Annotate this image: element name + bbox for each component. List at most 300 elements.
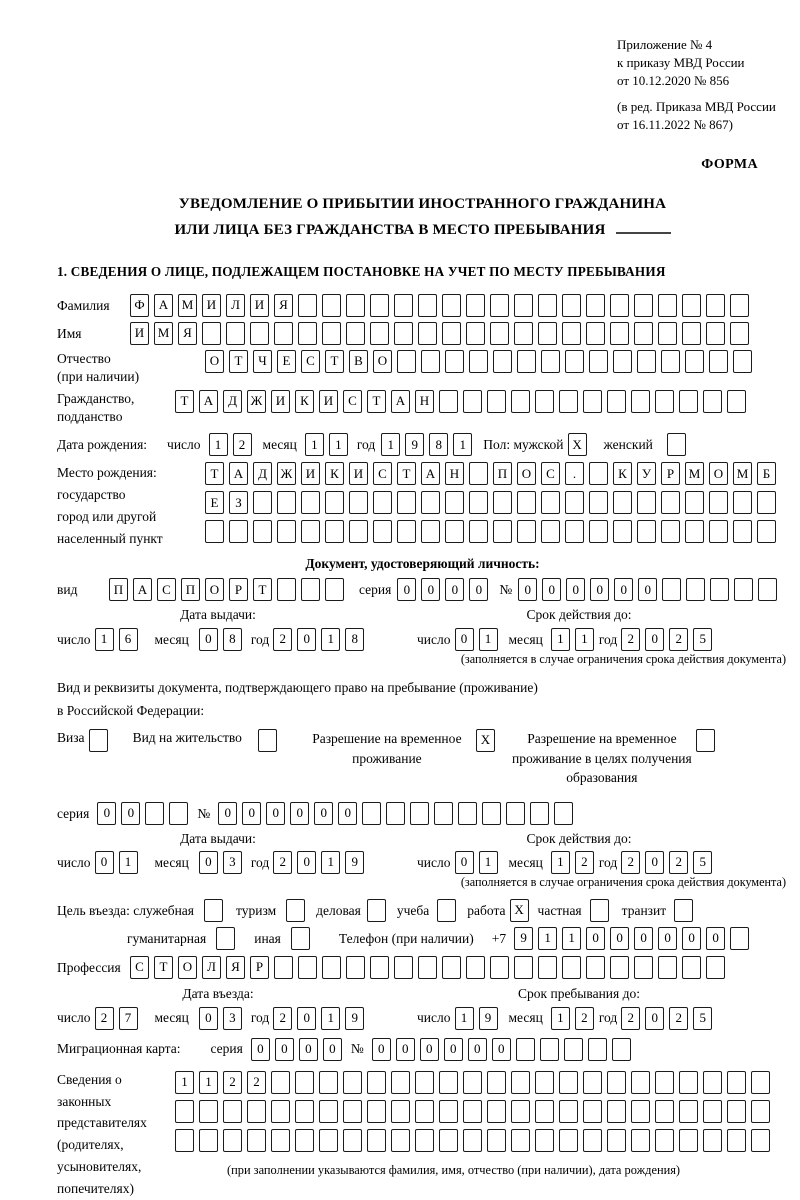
char-cell: 2 (273, 628, 292, 651)
char-cell (373, 520, 392, 543)
char-cell (469, 520, 488, 543)
char-cell: 9 (345, 851, 364, 874)
char-cell: А (133, 578, 152, 601)
char-cell (229, 520, 248, 543)
char-cell: 2 (95, 1007, 114, 1030)
char-cell (607, 390, 626, 413)
char-cell (655, 390, 674, 413)
stay-month-cells (551, 1007, 599, 1030)
char-cell: Ф (130, 294, 149, 317)
permit-valid-year-cells (621, 851, 717, 874)
char-cell (686, 578, 705, 601)
char-cell (565, 520, 584, 543)
char-cell: 0 (518, 578, 537, 601)
char-cell (274, 956, 293, 979)
char-cell: 0 (455, 851, 474, 874)
char-cell: 6 (119, 628, 138, 651)
char-cell (418, 956, 437, 979)
month-label: месяц (154, 855, 189, 871)
right-doc-line1: Вид и реквизиты документа, подтверждающего право на пребывание (проживание) (57, 679, 538, 695)
legal-reps-label-line4: (родителях, (57, 1137, 124, 1153)
char-cell (610, 956, 629, 979)
char-cell (535, 1129, 554, 1152)
char-cell (514, 322, 533, 345)
char-cell (564, 1038, 583, 1061)
month-label: месяц (154, 631, 189, 647)
char-cell (343, 1071, 362, 1094)
char-cell (322, 956, 341, 979)
char-cell: 2 (233, 433, 252, 456)
char-cell: А (421, 462, 440, 485)
char-cell: 0 (455, 628, 474, 651)
char-cell: 1 (562, 927, 581, 950)
id-series-label: серия (359, 582, 392, 598)
char-cell (322, 322, 341, 345)
char-cell (661, 491, 680, 514)
permit-issue-day-cells (95, 851, 143, 874)
char-cell (295, 1071, 314, 1094)
phone-cells (514, 927, 754, 950)
purpose-business-checkbox (367, 899, 386, 922)
char-cell: С (130, 956, 149, 979)
char-cell (706, 294, 725, 317)
id-doc-row (57, 578, 788, 601)
sex-male-checkbox: X (568, 433, 587, 456)
name-label: Имя (57, 326, 82, 341)
char-cell (703, 1071, 722, 1094)
id-issue-year-cells (273, 628, 369, 651)
char-cell (415, 1129, 434, 1152)
char-cell (223, 1100, 242, 1123)
entry-year-cells (273, 1007, 369, 1030)
purpose-business-label: деловая (316, 902, 361, 918)
legal-reps-label-line5: усыновителях, (57, 1159, 142, 1175)
id-doc-header: Документ, удостоверяющий личность: (305, 555, 540, 571)
char-cell (362, 802, 381, 825)
char-cell (710, 578, 729, 601)
char-cell (463, 390, 482, 413)
char-cell: Я (226, 956, 245, 979)
char-cell (386, 802, 405, 825)
char-cell (583, 390, 602, 413)
id-valid-until-header: Срок действия до: (526, 607, 632, 623)
char-cell (493, 491, 512, 514)
char-cell (325, 491, 344, 514)
char-cell: Д (223, 390, 242, 413)
char-cell: С (541, 462, 560, 485)
char-cell (463, 1071, 482, 1094)
visa-checkbox (89, 729, 108, 752)
char-cell (565, 350, 584, 373)
birth-day-cells (209, 433, 257, 456)
char-cell: 1 (209, 433, 228, 456)
char-cell (631, 1071, 650, 1094)
profession-label: Профессия (57, 959, 121, 975)
char-cell (319, 1071, 338, 1094)
char-cell: 0 (275, 1038, 294, 1061)
char-cell: А (391, 390, 410, 413)
residence-permit-label: Вид на жительство (132, 730, 242, 746)
purpose-private-label: частная (537, 902, 582, 918)
char-cell: 0 (299, 1038, 318, 1061)
birthplace-label-line1: Место рождения: (57, 465, 157, 481)
char-cell: 0 (492, 1038, 511, 1061)
char-cell: 0 (706, 927, 725, 950)
permit-restriction-note: (заполняется в случае ограничения срока действия документа) (460, 875, 786, 890)
char-cell: 0 (397, 578, 416, 601)
char-cell: П (493, 462, 512, 485)
char-cell: 1 (479, 851, 498, 874)
char-cell (175, 1129, 194, 1152)
char-cell: 8 (223, 628, 242, 651)
char-cell: Т (154, 956, 173, 979)
id-issue-day-cells (95, 628, 143, 651)
birthplace-label (57, 462, 205, 549)
purpose-study-checkbox (437, 899, 456, 922)
char-cell (751, 1100, 770, 1123)
char-cell: С (373, 462, 392, 485)
char-cell (277, 578, 296, 601)
month-label: месяц (154, 1010, 189, 1026)
year-label: год (250, 1010, 270, 1026)
char-cell (559, 390, 578, 413)
char-cell: Т (229, 350, 248, 373)
char-cell: 0 (297, 1007, 316, 1030)
id-number-cells (518, 578, 782, 601)
id-issue-date-header: Дата выдачи: (180, 607, 256, 623)
char-cell: 2 (223, 1071, 242, 1094)
char-cell (559, 1100, 578, 1123)
char-cell (442, 294, 461, 317)
char-cell (758, 578, 777, 601)
year-label: год (356, 437, 376, 453)
char-cell: Т (325, 350, 344, 373)
char-cell (367, 1129, 386, 1152)
char-cell: А (199, 390, 218, 413)
char-cell: 1 (175, 1071, 194, 1094)
birthdate-row (57, 433, 788, 456)
char-cell: 2 (621, 851, 640, 874)
char-cell (634, 294, 653, 317)
title-line1: УВЕДОМЛЕНИЕ О ПРИБЫТИИ ИНОСТРАННОГО ГРАЖДАНИНА (178, 196, 667, 213)
char-cell: С (157, 578, 176, 601)
birthdate-label: Дата рождения: (57, 437, 148, 453)
char-cell: 3 (223, 851, 242, 874)
purpose-tourism-label: туризм (236, 902, 277, 918)
char-cell (322, 294, 341, 317)
char-cell: И (301, 462, 320, 485)
char-cell (466, 294, 485, 317)
id-doc-dates (57, 606, 788, 651)
char-cell (516, 1038, 535, 1061)
char-cell (346, 322, 365, 345)
char-cell: 0 (323, 1038, 342, 1061)
char-cell: З (229, 491, 248, 514)
char-cell: 9 (479, 1007, 498, 1030)
char-cell: 8 (429, 433, 448, 456)
char-cell: 0 (682, 927, 701, 950)
char-cell (397, 491, 416, 514)
char-cell (554, 802, 573, 825)
char-cell: В (349, 350, 368, 373)
char-cell (202, 322, 221, 345)
char-cell: 7 (119, 1007, 138, 1030)
char-cell: 1 (455, 1007, 474, 1030)
char-cell (226, 322, 245, 345)
char-cell (247, 1129, 266, 1152)
char-cell (559, 1129, 578, 1152)
char-cell (658, 956, 677, 979)
char-cell (637, 491, 656, 514)
year-label: год (598, 1010, 618, 1026)
char-cell: Ч (253, 350, 272, 373)
char-cell: Е (277, 350, 296, 373)
char-cell (535, 1071, 554, 1094)
char-cell (325, 520, 344, 543)
char-cell: И (349, 462, 368, 485)
char-cell (685, 491, 704, 514)
char-cell (511, 1129, 530, 1152)
char-cell: Я (178, 322, 197, 345)
permit-series-label: серия (57, 805, 90, 821)
char-cell: 0 (445, 578, 464, 601)
day-label: число (57, 855, 91, 871)
char-cell (661, 520, 680, 543)
legal-reps-cells-row2 (175, 1100, 775, 1123)
char-cell (662, 578, 681, 601)
char-cell (559, 1071, 578, 1094)
char-cell (298, 956, 317, 979)
char-cell (391, 1100, 410, 1123)
char-cell (493, 350, 512, 373)
char-cell: 2 (247, 1071, 266, 1094)
char-cell: О (205, 350, 224, 373)
char-cell: М (685, 462, 704, 485)
purpose-other-checkbox (291, 927, 310, 950)
char-cell (541, 520, 560, 543)
char-cell (613, 520, 632, 543)
char-cell (295, 1100, 314, 1123)
char-cell: 0 (266, 802, 285, 825)
name-row (57, 322, 788, 345)
char-cell: И (319, 390, 338, 413)
char-cell (490, 322, 509, 345)
char-cell (679, 390, 698, 413)
char-cell (637, 350, 656, 373)
char-cell: Н (415, 390, 434, 413)
char-cell (271, 1100, 290, 1123)
char-cell: 0 (468, 1038, 487, 1061)
char-cell (631, 390, 650, 413)
char-cell: 1 (381, 433, 400, 456)
char-cell: 1 (329, 433, 348, 456)
char-cell (586, 322, 605, 345)
char-cell (394, 956, 413, 979)
char-cell (370, 294, 389, 317)
name-cells (130, 322, 754, 345)
char-cell (199, 1129, 218, 1152)
char-cell: 0 (199, 851, 218, 874)
purpose-transit-label: транзит (621, 902, 667, 918)
birthplace-cells-row3 (205, 520, 781, 543)
char-cell (634, 322, 653, 345)
permit-number-cells (218, 802, 578, 825)
char-cell: 0 (121, 802, 140, 825)
purpose-work-checkbox: X (510, 899, 529, 922)
char-cell (439, 1071, 458, 1094)
mig-number-label: № (350, 1041, 364, 1057)
permit-dates (57, 830, 788, 875)
id-type-label: вид (57, 582, 78, 598)
legal-reps-cells-row3 (175, 1129, 775, 1152)
char-cell: Р (661, 462, 680, 485)
mig-series-cells (251, 1038, 347, 1061)
char-cell (434, 802, 453, 825)
char-cell (658, 322, 677, 345)
char-cell: О (709, 462, 728, 485)
birthplace-cells-row2 (205, 491, 781, 514)
title-blank-underline (616, 232, 671, 234)
char-cell (253, 520, 272, 543)
char-cell: 1 (305, 433, 324, 456)
purpose-heading: Цель въезда: служебная (57, 902, 194, 918)
char-cell: 1 (551, 851, 570, 874)
char-cell: 0 (542, 578, 561, 601)
sex-female-checkbox (667, 433, 686, 456)
char-cell (682, 294, 701, 317)
char-cell: Т (175, 390, 194, 413)
char-cell (734, 578, 753, 601)
char-cell (506, 802, 525, 825)
char-cell: П (181, 578, 200, 601)
char-cell (733, 350, 752, 373)
purpose-row (57, 899, 788, 922)
char-cell (349, 520, 368, 543)
char-cell (703, 1100, 722, 1123)
appendix-line: Приложение № 4 (617, 37, 713, 52)
entry-day-cells (95, 1007, 143, 1030)
char-cell (277, 491, 296, 514)
char-cell (730, 927, 749, 950)
char-cell: 0 (95, 851, 114, 874)
char-cell (589, 520, 608, 543)
right-doc-line2: в Российской Федерации: (57, 703, 205, 719)
char-cell: 0 (444, 1038, 463, 1061)
char-cell (421, 520, 440, 543)
char-cell: Т (253, 578, 272, 601)
citizenship-label-line1: Гражданство, (57, 391, 135, 407)
sex-male-label: Пол: мужской (483, 437, 564, 453)
char-cell: И (250, 294, 269, 317)
char-cell (703, 1129, 722, 1152)
char-cell: 2 (273, 851, 292, 874)
char-cell: 0 (290, 802, 309, 825)
char-cell: 0 (338, 802, 357, 825)
temp-residence-permit-edu-label: Разрешение на временное проживание в целях получения образования (512, 731, 692, 786)
permit-series-row (57, 802, 788, 825)
birth-year-cells (381, 433, 477, 456)
legal-reps-label (57, 1069, 175, 1200)
char-cell (613, 350, 632, 373)
char-cell (319, 1100, 338, 1123)
month-label: месяц (508, 631, 543, 647)
char-cell (679, 1129, 698, 1152)
char-cell (301, 491, 320, 514)
char-cell (610, 294, 629, 317)
char-cell: 2 (575, 851, 594, 874)
char-cell (319, 1129, 338, 1152)
char-cell (394, 294, 413, 317)
char-cell: П (109, 578, 128, 601)
profession-cells (130, 956, 730, 979)
char-cell: Ж (247, 390, 266, 413)
char-cell: Н (445, 462, 464, 485)
char-cell (418, 322, 437, 345)
char-cell: К (325, 462, 344, 485)
char-cell (301, 520, 320, 543)
char-cell: 0 (469, 578, 488, 601)
permit-issue-month-cells (199, 851, 247, 874)
permit-valid-day-cells (455, 851, 503, 874)
char-cell: У (637, 462, 656, 485)
char-cell: 1 (321, 1007, 340, 1030)
char-cell: Л (226, 294, 245, 317)
residence-permit-checkbox (258, 729, 277, 752)
char-cell (655, 1100, 674, 1123)
char-cell: 5 (693, 1007, 712, 1030)
legal-reps-label-line1: Сведения о (57, 1071, 122, 1087)
stay-year-cells (621, 1007, 717, 1030)
char-cell (271, 1071, 290, 1094)
purpose-other-label: иная (254, 930, 281, 946)
char-cell (391, 1071, 410, 1094)
char-cell (661, 350, 680, 373)
char-cell (631, 1129, 650, 1152)
char-cell (223, 1129, 242, 1152)
char-cell (439, 1100, 458, 1123)
legal-reps-cells-row1 (175, 1071, 775, 1094)
temp-residence-permit-edu-checkbox (696, 729, 715, 752)
char-cell: 0 (645, 1007, 664, 1030)
purpose-study-label: учеба (396, 902, 430, 918)
char-cell: 0 (218, 802, 237, 825)
char-cell: 1 (551, 1007, 570, 1030)
char-cell: 9 (345, 1007, 364, 1030)
char-cell (538, 322, 557, 345)
char-cell (607, 1071, 626, 1094)
char-cell (410, 802, 429, 825)
char-cell (757, 520, 776, 543)
permit-issue-date-header: Дата выдачи: (180, 830, 256, 846)
char-cell (511, 1071, 530, 1094)
permit-valid-until-header: Срок действия до: (526, 830, 632, 846)
char-cell (751, 1129, 770, 1152)
char-cell (634, 956, 653, 979)
entry-date-header: Дата въезда: (182, 986, 254, 1002)
char-cell: 5 (693, 851, 712, 874)
char-cell (517, 520, 536, 543)
id-valid-year-cells (621, 628, 717, 651)
char-cell: И (271, 390, 290, 413)
char-cell (487, 1129, 506, 1152)
char-cell: Т (205, 462, 224, 485)
char-cell: К (613, 462, 632, 485)
char-cell (482, 802, 501, 825)
char-cell: 1 (479, 628, 498, 651)
char-cell: 2 (669, 628, 688, 651)
char-cell: Б (757, 462, 776, 485)
char-cell: О (205, 578, 224, 601)
